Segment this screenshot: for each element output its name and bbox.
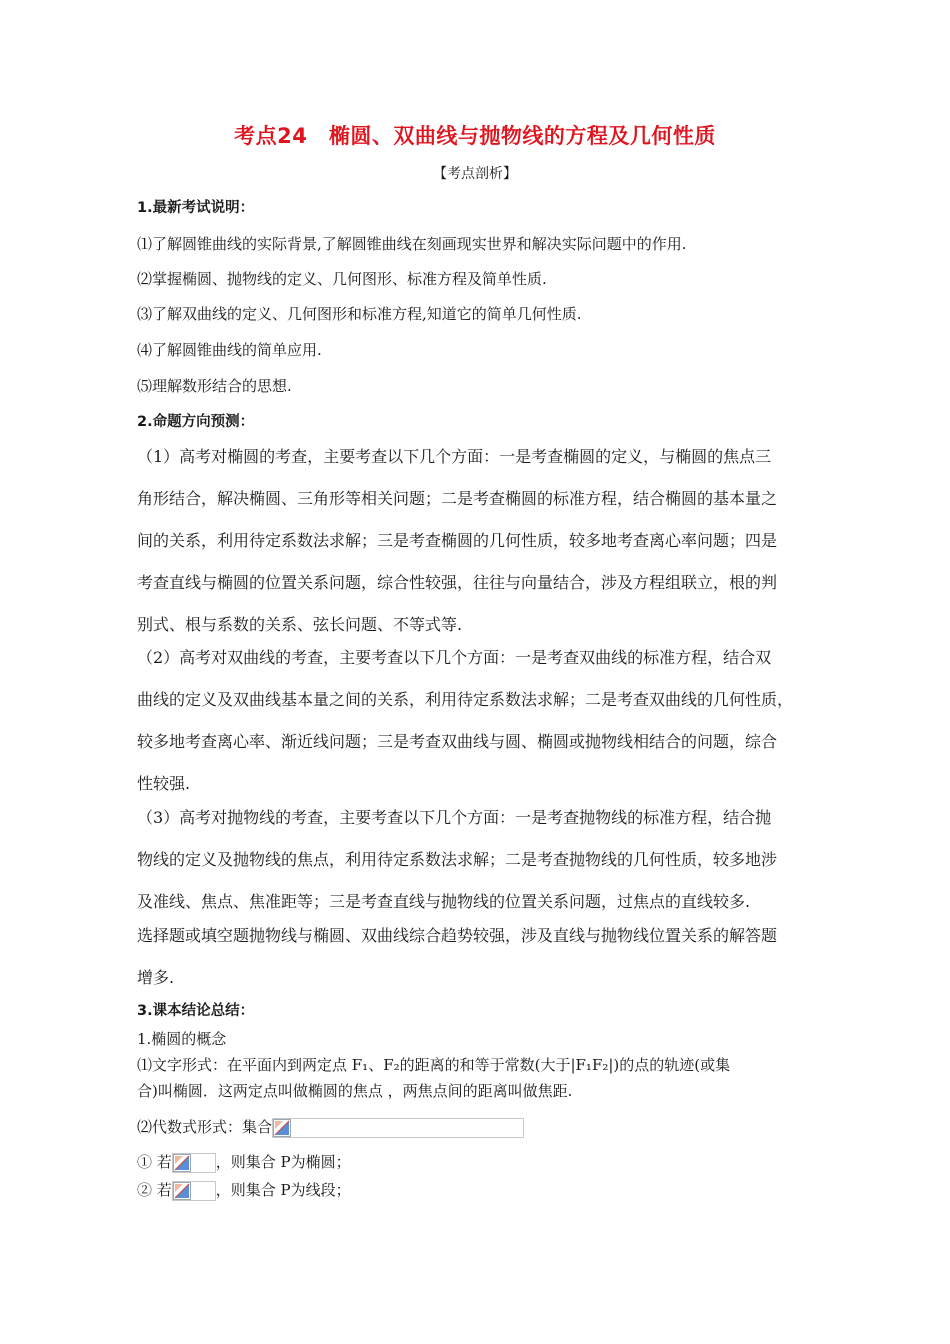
prediction-hyperbola (137, 637, 817, 805)
case1-line (137, 1152, 351, 1173)
case1-prefix: ① 若 (137, 1153, 172, 1171)
broken-image-icon (273, 1119, 291, 1137)
section1-heading: 1.最新考试说明： (137, 200, 255, 216)
section3-heading: 3.课本结论总结： (137, 1003, 255, 1019)
paragraph-line: 选择题或填空题抛物线与椭圆、双曲线综合趋势较强，涉及直线与抛物线位置关系的解答题 (137, 926, 778, 945)
paragraph-line: 曲线的定义及双曲线基本量之间的关系，利用待定系数法求解；二是考查双曲线的几何性质， (137, 690, 794, 709)
algebra-form-label: ⑵代数式形式：集合 (137, 1118, 273, 1136)
exam-item-3: ⑶了解双曲线的定义、几何图形和标准方程,知道它的简单几何性质. (137, 305, 582, 323)
exam-item-5: ⑸理解数形结合的思想. (137, 377, 292, 395)
text-form-line2: 合)叫椭圆．这两定点叫做椭圆的焦点 ，两焦点间的距离叫做焦距. (137, 1082, 573, 1100)
paragraph-line: 性较强. (137, 774, 191, 793)
case2-line (137, 1180, 351, 1201)
formula-image-placeholder (172, 1153, 216, 1173)
paragraph-line: 增多. (137, 968, 175, 987)
paragraph-line: （2）高考对双曲线的考查，主要考查以下几个方面：一是考查双曲线的标准方程，结合双 (137, 648, 772, 667)
ellipse-concept-heading: 1.椭圆的概念 (137, 1030, 227, 1048)
broken-image-icon (173, 1154, 191, 1172)
prediction-parabola (137, 797, 817, 923)
paragraph-line: （3）高考对抛物线的考查，主要考查以下几个方面：一是考查抛物线的标准方程，结合抛 (137, 808, 772, 827)
exam-item-1: ⑴了解圆锥曲线的实际背景,了解圆锥曲线在刻画现实世界和解决实际问题中的作用. (137, 235, 687, 253)
case1-suffix: ，则集合 P为椭圆； (215, 1153, 351, 1171)
paragraph-line: 考查直线与椭圆的位置关系问题，综合性较强，往往与向量结合，涉及方程组联立，根的判 (137, 573, 778, 592)
case2-suffix: ，则集合 P为线段； (215, 1181, 351, 1199)
section2-heading: 2.命题方向预测： (137, 414, 255, 430)
exam-item-4: ⑷了解圆锥曲线的简单应用. (137, 341, 322, 359)
formula-image-placeholder (272, 1118, 524, 1138)
paragraph-line: 物线的定义及抛物线的焦点，利用待定系数法求解；二是考查抛物线的几何性质，较多地涉 (137, 850, 778, 869)
paragraph-line: 及准线、焦点、焦准距等；三是考查直线与抛物线的位置关系问题，过焦点的直线较多. (137, 892, 751, 911)
section-subtitle: 【考点剖析】 (433, 166, 517, 182)
paragraph-line: 角形结合，解决椭圆、三角形等相关问题；二是考查椭圆的标准方程，结合椭圆的基本量之 (137, 489, 778, 508)
paragraph-line: 较多地考查离心率、渐近线问题；三是考查双曲线与圆、椭圆或抛物线相结合的问题，综合 (137, 732, 778, 751)
paragraph-line: （1）高考对椭圆的考查，主要考查以下几个方面：一是考查椭圆的定义，与椭圆的焦点三 (137, 447, 772, 466)
exam-item-2: ⑵掌握椭圆、抛物线的定义、几何图形、标准方程及简单性质. (137, 270, 547, 288)
formula-image-placeholder (172, 1181, 216, 1201)
case2-prefix: ② 若 (137, 1181, 172, 1199)
page-title: 考点24 椭圆、双曲线与抛物线的方程及几何性质 (234, 124, 716, 148)
algebra-form-line (137, 1117, 524, 1138)
prediction-ellipse (137, 436, 817, 646)
broken-image-icon (173, 1182, 191, 1200)
paragraph-line: 间的关系，利用待定系数法求解；三是考查椭圆的几何性质，较多地考查离心率问题；四是 (137, 531, 778, 550)
text-form-line1: ⑴文字形式：在平面内到两定点 F₁、F₂的距离的和等于常数(大于|F₁F₂|)的点的轨迹(或集 (137, 1056, 731, 1074)
prediction-trend (137, 915, 817, 999)
paragraph-line: 别式、根与系数的关系、弦长问题、不等式等. (137, 615, 463, 634)
